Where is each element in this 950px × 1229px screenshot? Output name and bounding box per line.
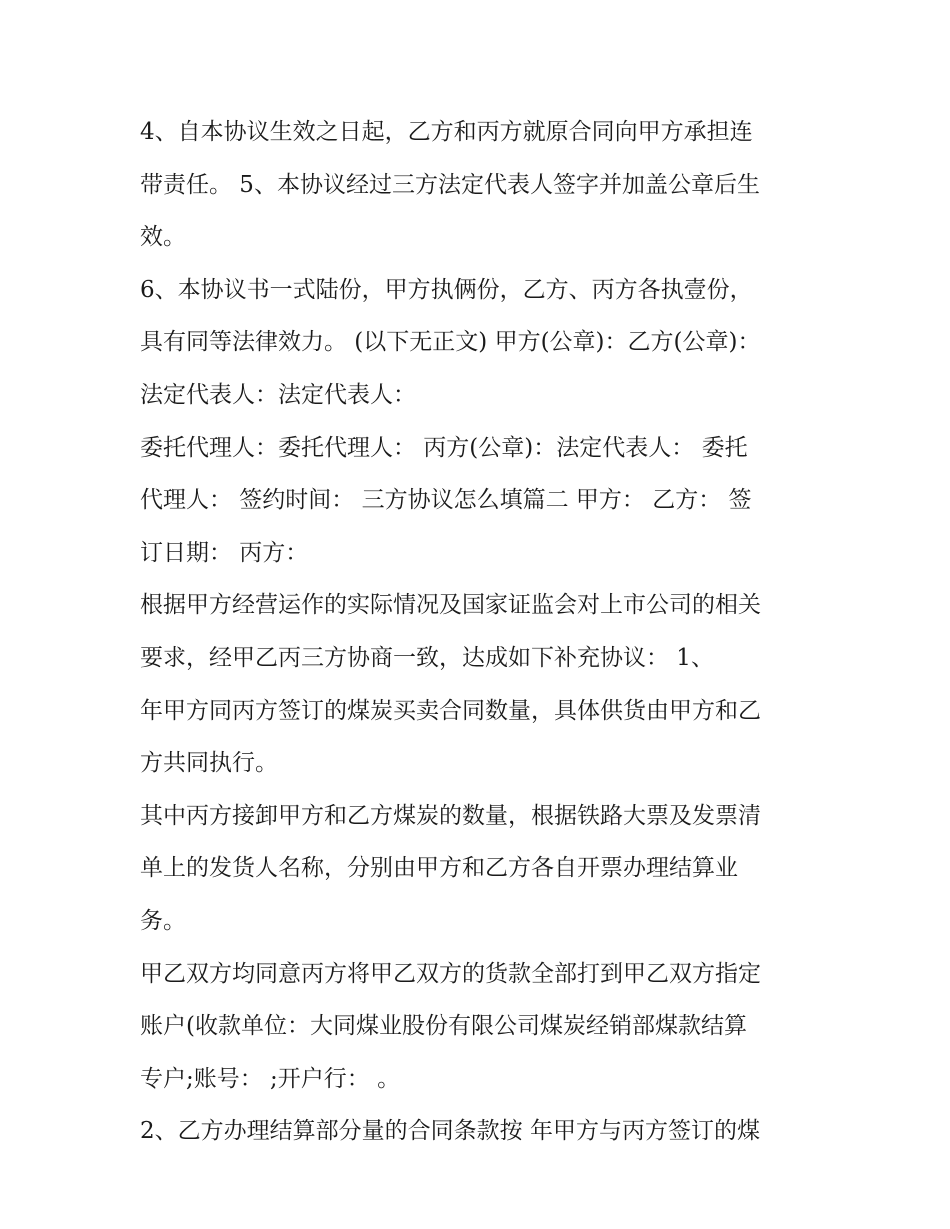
text-line: 方共同执行。 [140, 750, 278, 777]
text-line: 根据甲方经营运作的实际情况及国家证监会对上市公司的相关 [140, 592, 761, 619]
text-line: 单上的发货人名称，分别由甲方和乙方各自开票办理结算业 [140, 855, 738, 882]
text-line: 6、本协议书一式陆份，甲方执俩份，乙方、丙方各执壹份， [140, 276, 753, 303]
text-line: 带责任。 5、本协议经过三方法定代表人签字并加盖公章后生 [140, 171, 760, 198]
text-line: 年甲方同丙方签订的煤炭买卖合同数量，具体供货由甲方和乙 [140, 697, 761, 724]
text-line: 具有同等法律效力。 (以下无正文) 甲方(公章)：乙方(公章)： [140, 329, 761, 356]
text-line: 法定代表人：法定代表人： [140, 381, 416, 408]
document-body [140, 106, 820, 1158]
text-line: 要求，经甲乙丙三方协商一致，达成如下补充协议： 1、 [140, 644, 714, 671]
text-line: 其中丙方接卸甲方和乙方煤炭的数量，根据铁路大票及发票清 [140, 802, 761, 829]
text-line: 2、乙方办理结算部分量的合同条款按 年甲方与丙方签订的煤 [140, 1118, 760, 1145]
text-line: 效。 [140, 224, 186, 251]
text-line: 账户(收款单位：大同煤业股份有限公司煤炭经销部煤款结算 [140, 1013, 747, 1040]
text-line: 订日期： 丙方： [140, 539, 309, 566]
text-line: 委托代理人：委托代理人： 丙方(公章)：法定代表人： 委托 [140, 434, 748, 461]
text-line: 4、自本协议生效之日起，乙方和丙方就原合同向甲方承担连 [140, 119, 753, 145]
text-line: 务。 [140, 907, 186, 934]
text-line: 专户;账号： ;开户行： 。 [140, 1065, 401, 1092]
text-line: 代理人： 签约时间： 三方协议怎么填篇二 甲方： 乙方： 签 [140, 487, 752, 514]
text-line: 甲乙双方均同意丙方将甲乙双方的货款全部打到甲乙双方指定 [140, 960, 761, 987]
